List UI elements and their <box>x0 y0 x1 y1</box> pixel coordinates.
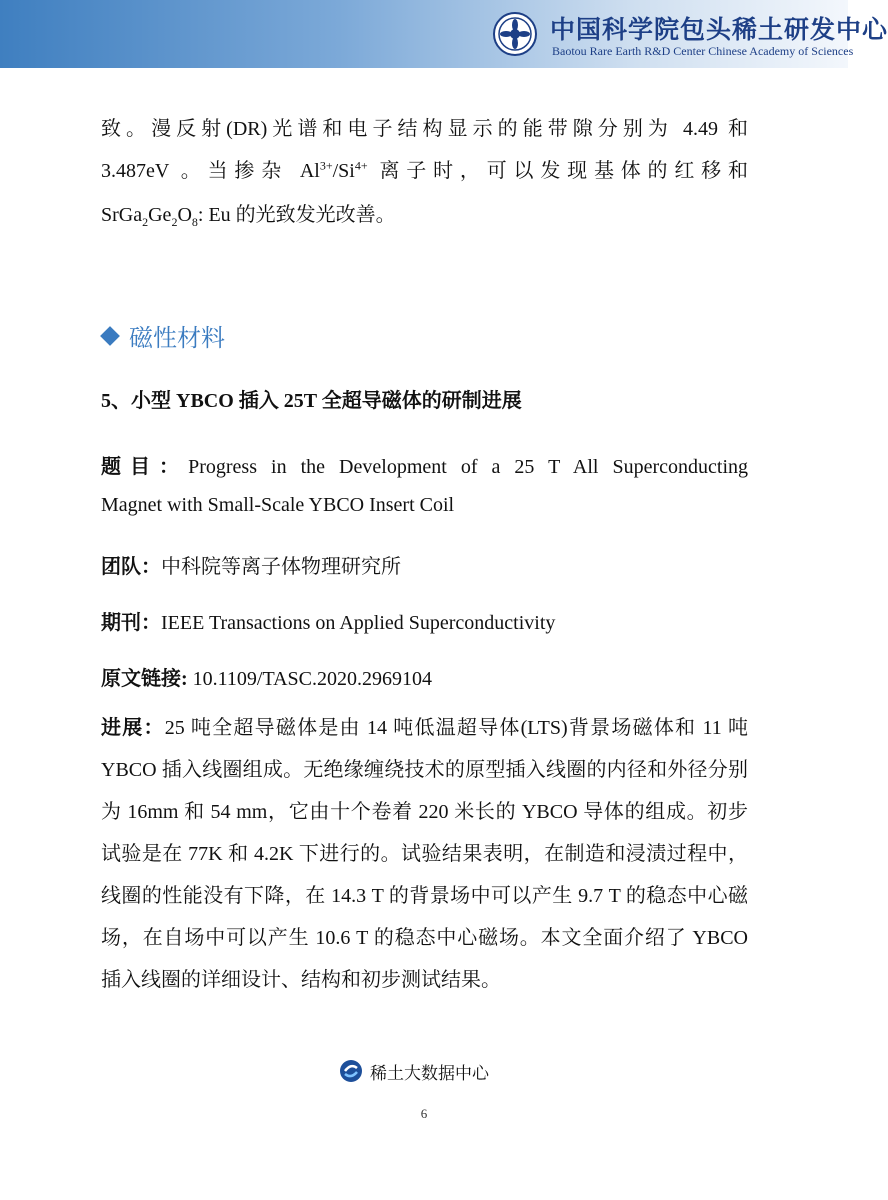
progress-paragraph: 进展：25 吨全超导磁体是由 14 吨低温超导体(LTS)背景场磁体和 11 吨 YBCO 插入线圈组成。无绝缘缠绕技术的原型插入线圈的内径和外径分别为 16mm 和 54 mm，它由十个卷着 220 米长的 YBCO 导体的组成。初步试验是在 77K 和 4.2K 下进行的。试验结果表明，在制造和浸渍过程中，线圈的性能没有下降，在 14.3 T 的背景场中可以产生 9.7 T 的稳态中心磁场，在自场中可以产生 10.6 T 的稳态中心磁场。本文全面介绍了 YBCO 插入线圈的详细设计、结构和初步测试结果。 <box>101 717 748 991</box>
doi-line: 原文链接: 10.1109/TASC.2020.2969104 <box>101 668 433 690</box>
org-name-cn: 中国科学院包头稀土研发中心 <box>550 15 888 44</box>
intro-line-2: 3.487eV 。当掺杂 $Al^{3+}/Si^{4+}$ 离子时，可以发现基体的红移和 <box>101 158 748 182</box>
intro-line-3: $SrGa_2Ge_2O_8$: Eu 的光致发光改善。 <box>101 204 396 229</box>
org-name-en: Baotou Rare Earth R&D Center Chinese Academy of Sciences <box>552 44 854 58</box>
diamond-bullet-icon <box>100 326 120 346</box>
big-data-logo-icon <box>339 1059 363 1083</box>
section-heading: 磁性材料 <box>103 318 225 353</box>
topic-line-1: 题目：Progress in the Development of a 25 T All Superconducting <box>101 456 748 478</box>
doi-link[interactable]: 10.1109/TASC.2020.2969104 <box>187 668 433 690</box>
page-number: 6 <box>420 1106 428 1121</box>
topic-line-2: Magnet with Small-Scale YBCO Insert Coil <box>101 494 455 516</box>
page-header <box>0 0 888 68</box>
journal-line: 期刊：IEEE Transactions on Applied Superconductivity <box>101 612 556 634</box>
team-line: 团队：中科院等离子体物理研究所 <box>101 556 401 578</box>
cas-logo-icon <box>493 12 537 56</box>
footer-brand: 稀土大数据中心 <box>370 1064 489 1084</box>
article-title: 5、小型 YBCO 插入 25T 全超导磁体的研制进展 <box>101 390 522 412</box>
intro-line-1: 致。漫反射(DR)光谱和电子结构显示的能带隙分别为 4.49 和 <box>101 118 748 140</box>
